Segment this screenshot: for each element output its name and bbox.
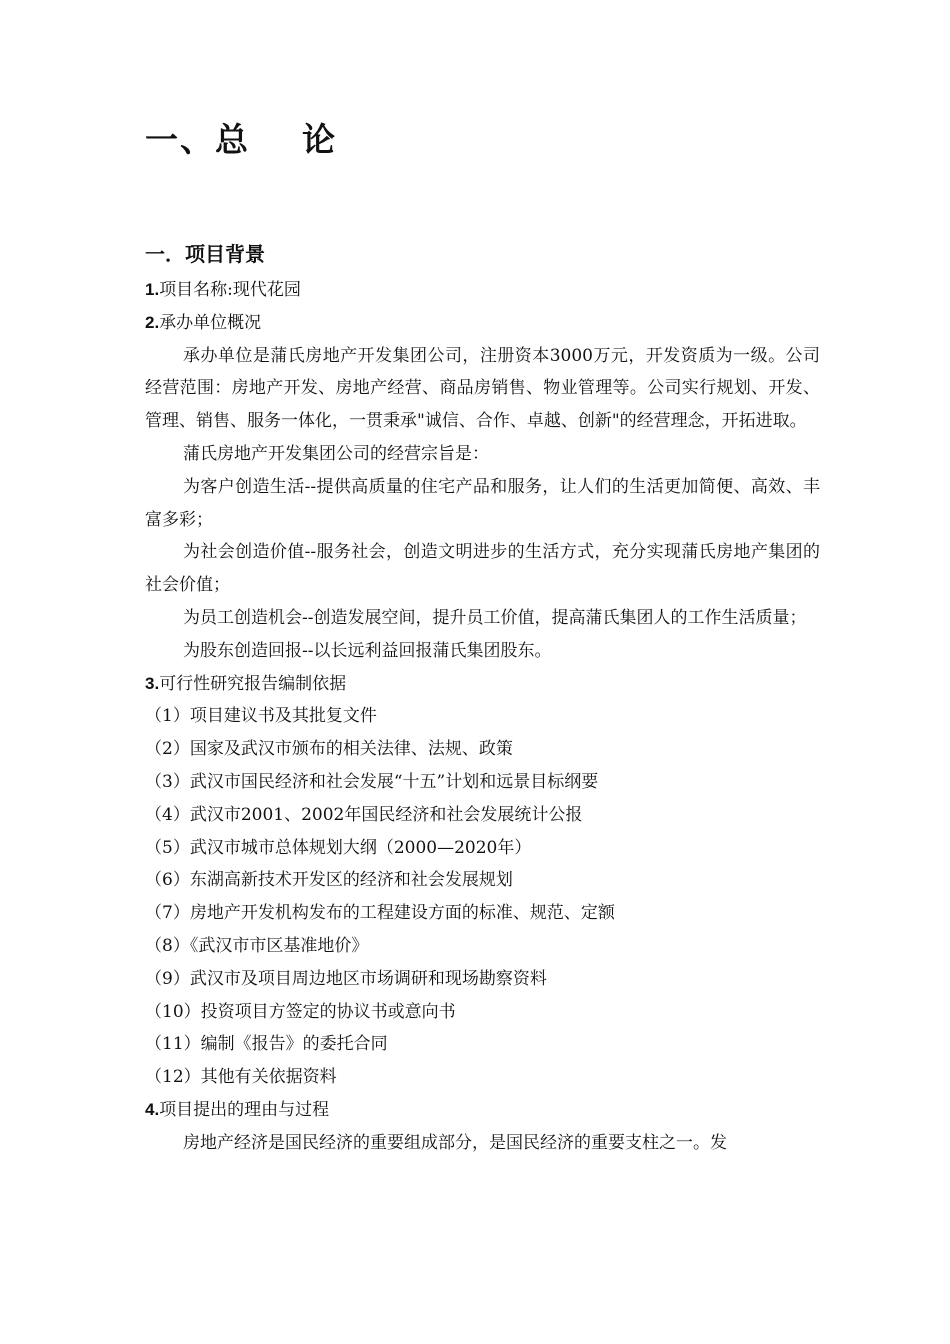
chapter-title [145, 114, 337, 161]
basis-list [145, 700, 820, 1094]
basis-item: （5）武汉市城市总体规划大纲（2000—2020年） [145, 837, 532, 858]
document-body [145, 274, 820, 1160]
project-name-text: 项目名称:现代花园 [159, 280, 301, 300]
basis-heading [145, 668, 820, 701]
basis-item: （7）房地产开发机构发布的工程建设方面的标准、规范、定额 [145, 903, 615, 924]
unit-overview-heading [145, 307, 820, 340]
paragraph-mission-intro: 蒲氏房地产开发集团公司的经营宗旨是： [183, 443, 489, 464]
paragraph-mission-employee: 为员工创造机会--创造发展空间，提升员工价值，提高蒲氏集团人的工作生活质量； [183, 607, 807, 628]
basis-number: 3. [145, 673, 160, 693]
basis-item: （3）武汉市国民经济和社会发展“十五”计划和远景目标纲要 [145, 771, 599, 792]
section-title: 一．项目背景 [145, 242, 265, 266]
basis-item: （10）投资项目方签定的协议书或意向书 [145, 1001, 456, 1022]
reason-text: 项目提出的理由与过程 [159, 1099, 330, 1120]
reason-heading [145, 1094, 820, 1127]
project-name-line [145, 274, 820, 307]
basis-text: 可行性研究报告编制依据 [159, 673, 347, 694]
paragraph-real-estate-economy: 房地产经济是国民经济的重要组成部分，是国民经济的重要支柱之一。发 [183, 1132, 727, 1153]
chapter-title-word: 论 [302, 120, 337, 159]
basis-item: （4）武汉市2001、2002年国民经济和社会发展统计公报 [145, 804, 583, 825]
unit-overview-text: 承办单位概况 [159, 312, 262, 333]
basis-item: （9）武汉市及项目周边地区市场调研和现场勘察资料 [145, 968, 547, 989]
unit-overview-number: 2. [145, 312, 160, 332]
basis-item: （11）编制《报告》的委托合同 [145, 1034, 388, 1055]
paragraph-company-intro: 承办单位是蒲氏房地产开发集团公司，注册资本3000万元，开发资质为一级。公司经营范围：房地产开发、房地产经营、商品房销售、物业管理等。公司实行规划、开发、管理、销售、服务一体化，一贯秉承"诚信、合作、卓越、创新"的经营理念，开拓进取。 [145, 345, 820, 432]
basis-item: （12）其他有关依据资料 [145, 1067, 337, 1088]
paragraph-mission-shareholder: 为股东创造回报--以长远利益回报蒲氏集团股东。 [183, 640, 552, 661]
basis-item: （1）项目建议书及其批复文件 [145, 706, 377, 727]
project-name-number: 1. [145, 280, 160, 299]
paragraph-mission-customer: 为客户创造生活--提供高质量的住宅产品和服务，让人们的生活更加简便、高效、丰富多彩； [145, 476, 820, 530]
basis-item: （8）《武汉市市区基准地价》 [145, 935, 369, 956]
paragraph-mission-society: 为社会创造价值--服务社会，创造文明进步的生活方式，充分实现蒲氏房地产集团的社会价值； [145, 542, 820, 596]
basis-item: （6）东湖高新技术开发区的经济和社会发展规划 [145, 870, 513, 891]
basis-item: （2）国家及武汉市颁布的相关法律、法规、政策 [145, 739, 513, 760]
chapter-title-number: 一、总 [145, 120, 250, 159]
reason-number: 4. [145, 1099, 160, 1119]
